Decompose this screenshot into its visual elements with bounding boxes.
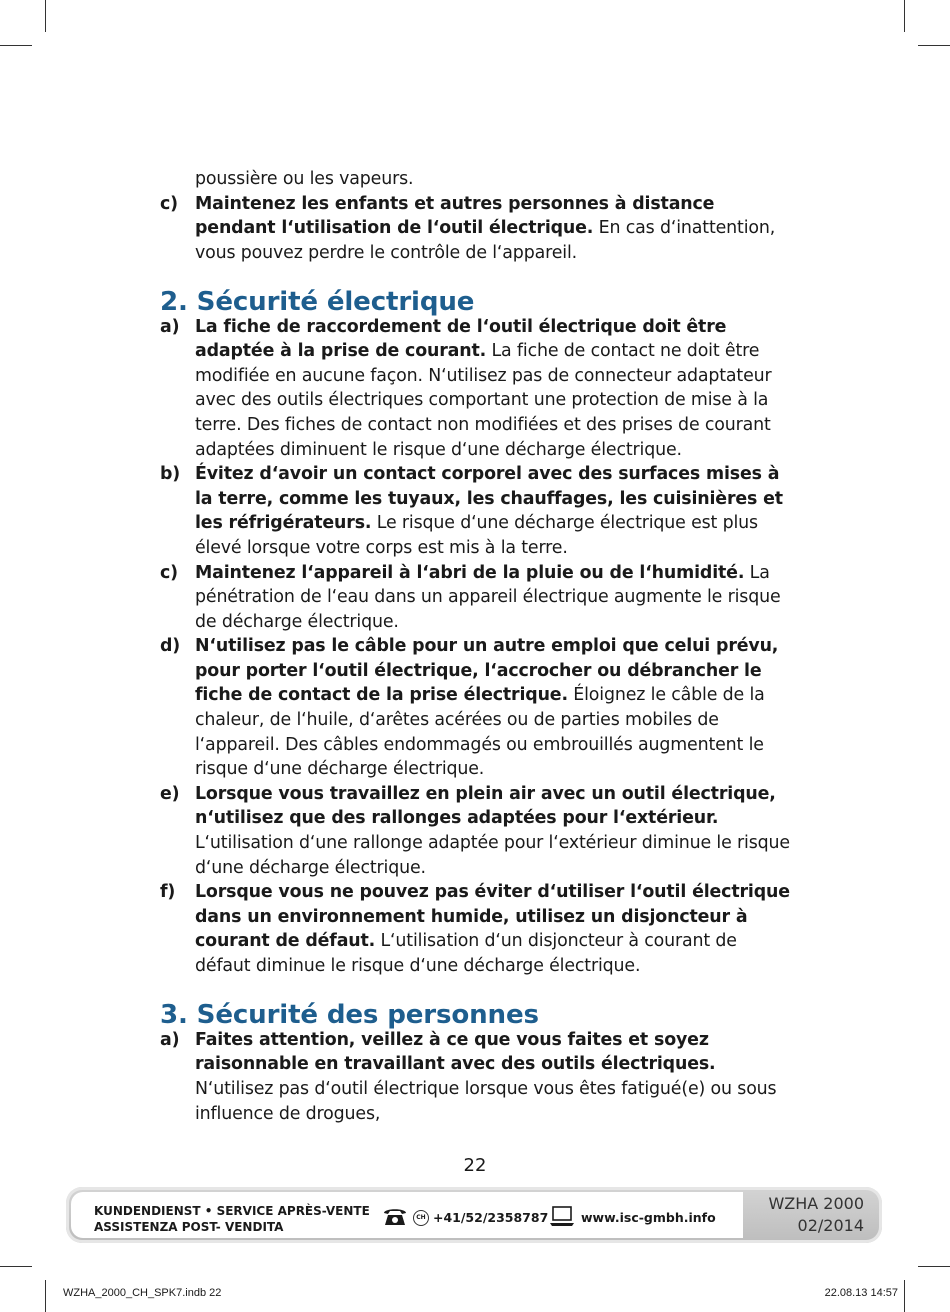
item-bold-text: Maintenez l‘appareil à l‘abri de la pluie ou de l‘humidité. (195, 562, 745, 583)
list-item (160, 1028, 790, 1126)
list-item (160, 462, 790, 560)
item-bold-text: Évitez d‘avoir un contact corporel avec des surfaces mises à la terre, comme les tuyaux, les chauffages, les cuisinières et les réfrigérateurs. (195, 464, 783, 534)
footer-info-panel (71, 1192, 743, 1238)
item-text: En cas d‘inattention, vous pouvez perdre le contrôle de l‘appareil. (195, 218, 776, 263)
list-item (160, 561, 790, 635)
item-text: Le risque d‘une décharge électrique est plus élevé lorsque votre corps est mis à la terre. (195, 513, 758, 558)
item-label: e) (160, 783, 180, 804)
section-heading: 3. Sécurité des personnes (160, 1000, 539, 1031)
item-text: N‘utilisez pas d‘outil électrique lorsque vous êtes fatigué(e) ou sous influence de drogues, (195, 1078, 777, 1124)
item-label: c) (160, 562, 178, 583)
list-item (160, 634, 790, 782)
item-label: a) (160, 316, 180, 337)
list-item (160, 782, 790, 880)
model-info (768, 1193, 864, 1237)
crop-mark (918, 45, 950, 46)
list-item (160, 880, 790, 978)
item-text: L‘utilisation d‘un disjoncteur à courant de défaut diminue le risque d‘une décharge électrique. (195, 931, 737, 976)
item-text: La fiche de contact ne doit être modifiée en aucune façon. N‘utilisez pas de connecteur adaptateur avec des outils électriques comportant une protection de mise à la terre. Des fiches de contact non modifiées et des prises de courant adaptées diminuent le risque d‘une décharge électrique. (195, 341, 772, 460)
service-line: KUNDENDIENST • SERVICE APRÈS-VENTE (94, 1204, 370, 1218)
item-bold-text: Faites attention, veillez à ce que vous faites et soyez raisonnable en travaillant avec des outils électriques. (195, 1029, 716, 1075)
phone-icon (381, 1205, 409, 1230)
page-number: 22 (463, 1155, 487, 1176)
service-label (94, 1203, 370, 1235)
item-bold-text: Lorsque vous travaillez en plein air avec un outil électrique, n‘utilisez que des rallonges adaptées pour l‘extérieur. (195, 783, 776, 829)
item-text: La pénétration de l‘eau dans un appareil électrique augmente le risque de décharge électrique. (195, 562, 781, 632)
page-content (160, 167, 790, 1126)
section-list (160, 1028, 790, 1126)
crop-mark (45, 1280, 46, 1312)
country-badge: CH (413, 1210, 429, 1226)
item-label: c) (160, 193, 178, 214)
item-bold-text: Lorsque vous ne pouvez pas éviter d‘utiliser l‘outil électrique dans un environnement humide, utilisez un disjoncteur à courant de défaut. (195, 882, 790, 952)
item-label: f) (160, 882, 176, 903)
item-bold-text: La fiche de raccordement de l‘outil électrique doit être adaptée à la prise de courant. (195, 316, 727, 362)
item-bold-text: Maintenez les enfants et autres personnes à distance pendant l‘utilisation de l‘outil électrique. (195, 193, 715, 239)
phone-number: +41/52/2358787 (433, 1210, 549, 1225)
crop-mark (904, 1280, 905, 1312)
phone-contact (381, 1205, 548, 1230)
crop-mark (0, 45, 32, 46)
item-label: b) (160, 464, 181, 485)
service-line: ASSISTENZA POST- VENDITA (94, 1220, 284, 1234)
website-contact (549, 1205, 716, 1230)
model-date: 02/2014 (797, 1216, 864, 1235)
item-text: Éloignez le câble de la chaleur, de l‘huile, d‘arêtes acérées ou de parties mobiles de l‘appareil. Des câbles endommagés ou embrouillés augmentent le risque d‘une décharge électrique. (195, 685, 765, 780)
service-footer (66, 1187, 882, 1243)
crop-mark (0, 1266, 32, 1267)
crop-mark (918, 1266, 950, 1267)
crop-mark (45, 0, 46, 32)
item-label: a) (160, 1029, 180, 1050)
section-heading: 2. Sécurité électrique (160, 286, 475, 317)
item-label: d) (160, 636, 181, 657)
item-text: L‘utilisation d‘une rallonge adaptée pour l‘extérieur diminue le risque d‘une décharge électrique. (195, 833, 790, 878)
model-name: WZHA 2000 (768, 1194, 864, 1213)
laptop-icon (549, 1205, 575, 1230)
crop-mark (904, 0, 905, 32)
list-item (160, 315, 790, 463)
list-item (160, 192, 790, 266)
section-list (160, 315, 790, 979)
website-url: www.isc-gmbh.info (581, 1210, 716, 1225)
print-slug-file: WZHA_2000_CH_SPK7.indb 22 (63, 1287, 222, 1299)
continuation-text: poussière ou les vapeurs. (195, 169, 414, 189)
item-bold-text: N‘utilisez pas le câble pour un autre emploi que celui prévu, pour porter l‘outil électrique, l‘accrocher ou débrancher le fiche de contact de la prise électrique. (195, 636, 779, 706)
print-slug-timestamp: 22.08.13 14:57 (824, 1287, 898, 1299)
